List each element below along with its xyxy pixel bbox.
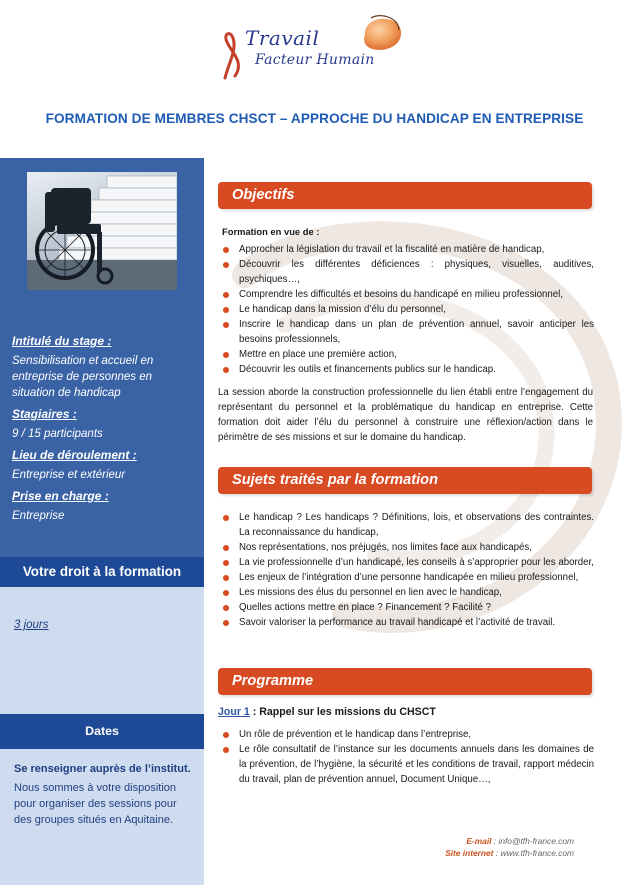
jour-1-label: Jour 1 [218,706,250,718]
dates-heading: Dates [0,714,204,749]
site-link[interactable]: : www.tfh-france.com [493,848,574,858]
info-value-lieu: Entreprise et extérieur [12,469,126,481]
list-item: Les enjeux de l’intégration d’une personne handicapée en milieu professionnel, [222,570,594,585]
list-item: Savoir valoriser la performance au travail handicapé et l’activité de travail. [222,615,594,630]
list-item: Quelles actions mettre en place ? Financement ? Facilité ? [222,600,594,615]
info-label-stagiaires: Stagiaires : [12,407,77,421]
objectifs-intro: Formation en vue de : [222,226,320,237]
jour-1-title [218,706,436,718]
wheelchair-stairs-photo [27,172,177,290]
dates-text: Nous sommes à votre disposition pour organiser des sessions pour des groupes situés en Aquitaine. [14,782,177,826]
jour-1-subject: : Rappel sur les missions du CHSCT [249,706,436,718]
contact-footer [400,835,574,859]
objectifs-heading: Objectifs [218,182,592,209]
programme-heading: Programme [218,668,592,695]
droit-formation-heading: Votre droit à la formation [0,557,204,587]
info-value-prise-en-charge: Entreprise [12,510,65,522]
email-link[interactable]: : info@tfh-france.com [491,836,574,846]
list-item: Le handicap dans la mission d’élu du personnel, [222,302,594,317]
duree-link[interactable]: 3 jours [14,619,49,631]
programme-list [222,727,594,787]
objectifs-list [222,242,594,377]
list-item: Comprendre les difficultés et besoins du handicapé en milieu professionnel, [222,287,594,302]
info-value-intitule: Sensibilisation et accueil en entreprise de personnes en situation de handicap [12,355,154,399]
info-label-lieu: Lieu de déroulement : [12,448,137,462]
site-label: Site internet [445,848,494,858]
list-item: Le handicap ? Les handicaps ? Définitions, lois, et observations des contraintes. La reconnaissance du handicap, [222,510,594,540]
sidebar-photo-block [0,158,204,304]
list-item: Un rôle de prévention et le handicap dans l’entreprise, [222,727,594,742]
list-item: La vie professionnelle d’un handicapé, les conseils à s’approprier pour les aborder, [222,555,594,570]
logo [215,12,415,82]
sujets-list [222,510,594,630]
logo-line2: Facteur Humain [255,52,375,68]
list-item: Découvrir les outils et financements publics sur le handicap. [222,362,594,377]
list-item: Nos représentations, nos préjugés, nos limites face aux handicapés, [222,540,594,555]
dates-bold-text: Se renseigner auprès de l’institut. [14,763,191,775]
info-label-intitule: Intitulé du stage : [12,334,112,348]
list-item: Le rôle consultatif de l’instance sur les documents annuels dans les domaines de la prévention, de l’hygiène, la sécurité et les conditions de travail, rapport médecin du travail, plan de prévention annuel, Document Unique…, [222,742,594,787]
footer-site-line [400,847,574,859]
dates-body [14,761,196,828]
list-item: Approcher la législation du travail et la fiscalité en matière de handicap, [222,242,594,257]
list-item: Les missions des élus du personnel en lien avec le handicap, [222,585,594,600]
course-info-panel [0,304,204,557]
logo-line1: Travail [245,26,320,50]
info-label-prise-en-charge: Prise en charge : [12,489,109,503]
objectifs-paragraph: La session aborde la construction professionnelle du lien établi entre l’engagement du représentant du personnel et la problématique du handicap en entreprise. Cette formation doit aider l’élu du personnel à construire une réflexion/action dans le périmètre de ses missions et sur le domaine du handicap. [218,387,593,443]
info-value-stagiaires: 9 / 15 participants [12,428,103,440]
list-item: Inscrire le handicap dans un plan de prévention annuel, savoir anticiper les besoins professionnels, [222,317,594,347]
page-title: FORMATION DE MEMBRES CHSCT – APPROCHE DU HANDICAP EN ENTREPRISE [45,111,584,126]
footer-email-line [400,835,574,847]
email-label: E-mail [466,836,492,846]
list-item: Mettre en place une première action, [222,347,594,362]
wheelchair-icon [27,172,177,290]
list-item: Découvrir les différentes déficiences : physiques, visuelles, auditives, psychiques…, [222,257,594,287]
sujets-heading: Sujets traités par la formation [218,467,592,494]
